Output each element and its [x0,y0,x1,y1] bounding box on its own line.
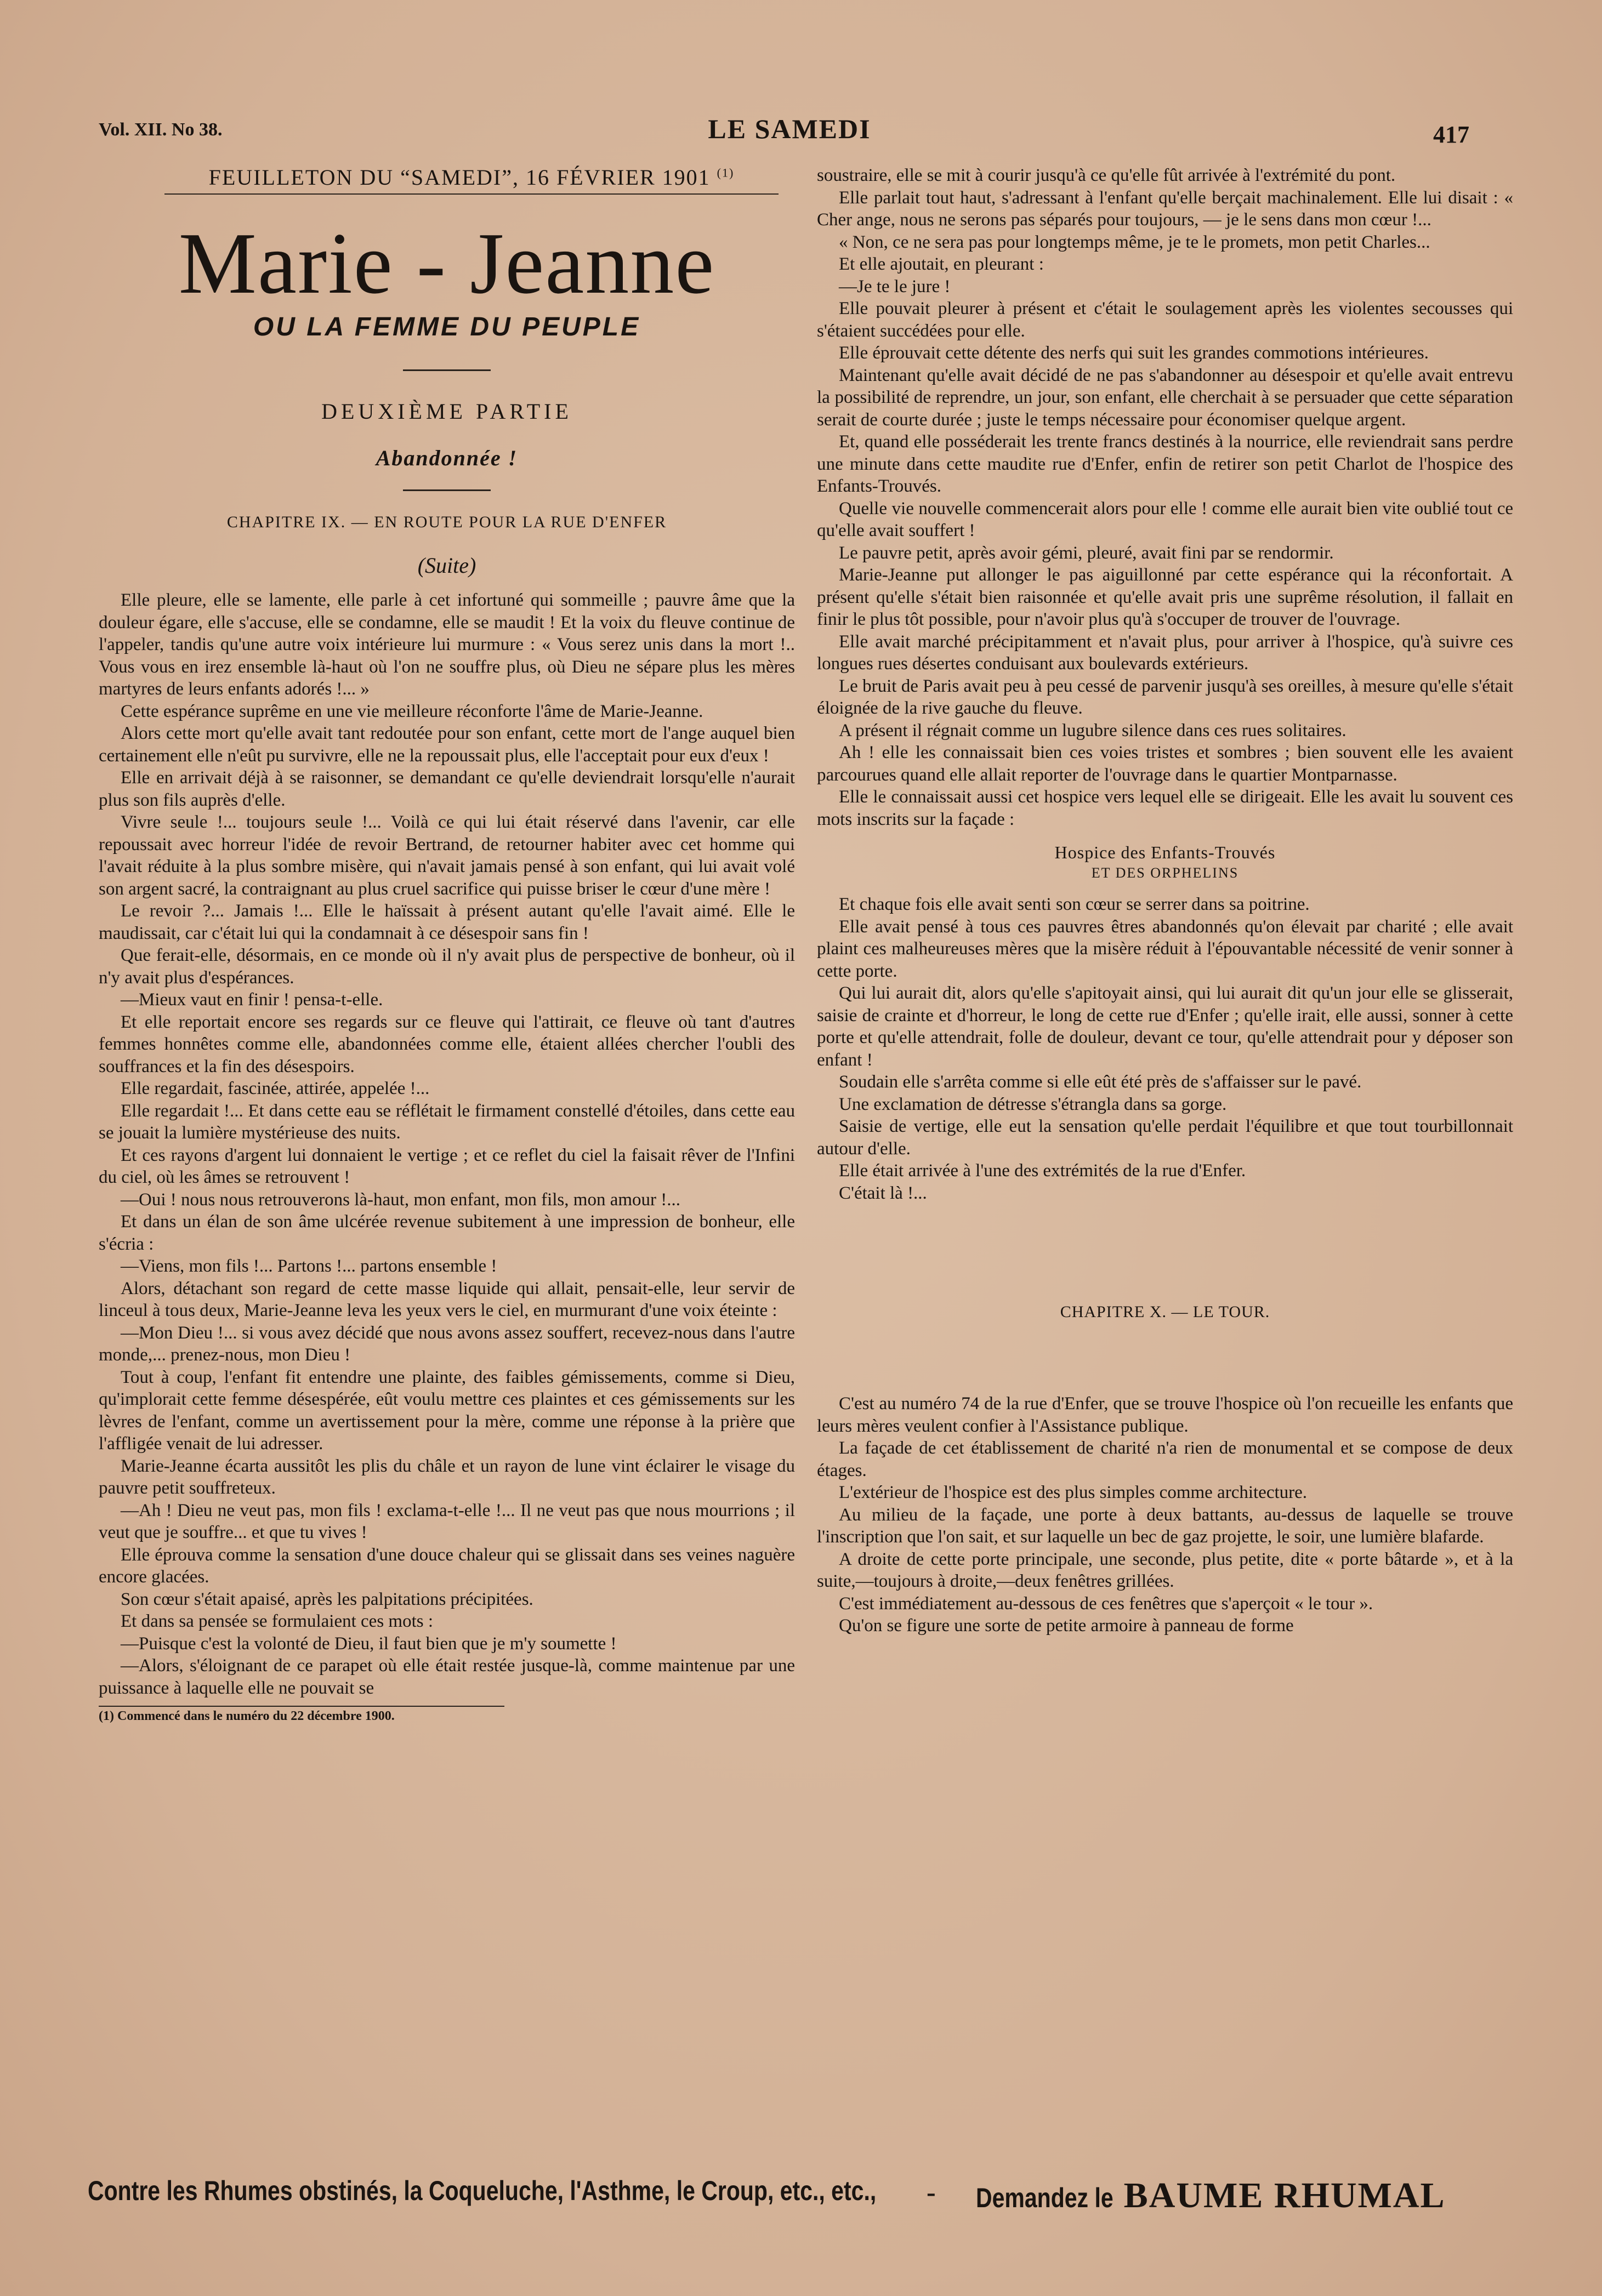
right-body-text-2 [817,893,1513,1204]
paragraph: —Alors, s'éloignant de ce parapet où elle était restée jusque-là, comme maintenue par une puissance à laquelle elle ne pouvait se [99,1656,795,1698]
paragraph: Soudain elle s'arrêta comme si elle eût été près de s'affaisser sur le pavé. [839,1072,1362,1092]
part-heading: DEUXIÈME PARTIE [321,399,572,424]
hospice-sign-line2: ET DES ORPHELINS [1091,865,1239,881]
divider [403,369,491,371]
paragraph: Elle pouvait pleurer à présent et c'était le soulagement après les violentes secousses qui s'étaient succédées pour elle. [817,299,1513,341]
ad-prefix: Demandez le [976,2183,1114,2213]
paragraph: —Puisque c'est la volonté de Dieu, il faut bien que je m'y soumette ! [121,1633,617,1654]
paragraph: La façade de cet établissement de charité n'a rien de monumental et se compose de deux étages. [817,1438,1513,1480]
paragraph: Ah ! elle les connaissait bien ces voies tristes et sombres ; bien souvent elle les avaient parcourues quand elle allait reporter de l'ouvrage dans le quartier Montparnasse. [817,743,1513,785]
paragraph: Elle pleure, elle se lamente, elle parle à cet infortuné qui sommeille ; pauvre âme que la douleur égare, elle s'accuse, elle se condamne, elle se maudit ! Et la voix du fleuve continue de l'appeler, tandis qu'une autre voix intérieure lui murmure : « Vous serez unis dans la mort !.. Vous vous en irez ensemble là-haut où l'on ne souffre plus, où Dieu ne sépare plus les mères martyres de leurs enfants adorés !... » [99,590,795,699]
paragraph: Elle le connaissait aussi cet hospice vers lequel elle se dirigeait. Elle les avait lu souvent ces mots inscrits sur la façade : [817,787,1513,829]
paragraph: C'était là !... [839,1183,927,1203]
paragraph: Maintenant qu'elle avait décidé de ne pas s'abandonner au désespoir et qu'elle avait entrevu la possibilité de reprendre, un jour, son enfant, elle cherchait à se persuader que cette séparation serait de courte durée ; juste le temps nécessaire pour économiser quelque argent. [817,365,1513,430]
ad-product: BAUME RHUMAL [1123,2175,1446,2215]
paragraph: Marie-Jeanne put allonger le pas aiguillonné par cette espérance qui la réconfortait. A présent qu'elle s'était bien raisonnée et qu'elle avait pris une suprême résolution, il fallait en finir le plus tôt possible, pour n'avoir plus qu'à s'occuper de trouver de l'ouvrage. [817,565,1513,629]
paragraph: Et ces rayons d'argent lui donnaient le vertige ; et ce reflet du ciel la faisait rêver de l'Infini du ciel, où les âmes se retrouvent ! [99,1145,795,1187]
paragraph: C'est au numéro 74 de la rue d'Enfer, que se trouve l'hospice où l'on recueille les enfants que leurs mères veulent confier à l'Assistance publique. [817,1394,1513,1436]
left-body-text [99,589,795,1699]
journal-title: LE SAMEDI [708,113,871,144]
paragraph: Au milieu de la façade, une porte à deux battants, au-dessus de laquelle se trouve l'inscription que l'on sait, et sur laquelle un bec de gaz projette, le soir, une lumière blafarde. [817,1505,1513,1547]
chapter-heading: CHAPITRE IX. — EN ROUTE POUR LA RUE D'ENFER [226,513,667,531]
paragraph: A présent il régnait comme un lugubre silence dans ces rues solitaires. [839,720,1347,740]
footnote-mark: (1) [717,166,735,180]
paragraph: Qu'on se figure une sorte de petite armoire à panneau de forme [839,1616,1294,1636]
paragraph: Que ferait-elle, désormais, en ce monde où il n'y avait plus de perspective de bonheur, où il n'y avait plus d'espérances. [99,945,795,988]
novel-subtitle: OU LA FEMME DU PEUPLE [253,312,641,341]
paragraph: Le pauvre petit, après avoir gémi, pleuré, avait fini par se rendormir. [839,543,1334,563]
paragraph: —Mieux vaut en finir ! pensa-t-elle. [121,990,383,1010]
paragraph: C'est immédiatement au-dessous de ces fenêtres que s'aperçoit « le tour ». [839,1593,1373,1614]
paragraph: Qui lui aurait dit, alors qu'elle s'apitoyait ainsi, qui lui aurait dit qu'un jour elle se glisserait, saisie de crainte et d'horreur, le long de cette rue d'Enfer ; qu'elle irait, elle aussi, sonner à cette porte et qu'elle attendrait, folle de douleur, devant ce tour, qu'elle attendrait pour y déposer son enfant ! [817,983,1513,1070]
paragraph: Alors, détachant son regard de cette masse liquide qui allait, pensait-elle, leur servir de linceul à tous deux, Marie-Jeanne leva les yeux vers le ciel, en murmurant d'une voix éteinte : [99,1278,795,1320]
paragraph: Elle regardait, fascinée, attirée, appelée !... [121,1079,430,1098]
suite-label: (Suite) [417,553,476,578]
right-body-text-3 [817,1393,1513,1637]
paragraph: Cette espérance suprême en une vie meilleure réconforte l'âme de Marie-Jeanne. [121,701,703,721]
volume-number: Vol. XII. No 38. [99,119,223,140]
paragraph: —Oui ! nous nous retrouverons là-haut, mon enfant, mon fils, mon amour !... [121,1189,680,1210]
page-header [99,110,1480,153]
paragraph: Saisie de vertige, elle eut la sensation qu'elle perdait l'équilibre et que tout tourbillonnait autour d'elle. [817,1116,1513,1159]
paragraph: Elle était arrivée à l'une des extrémités de la rue d'Enfer. [839,1161,1246,1181]
divider [403,489,491,491]
paragraph: Le bruit de Paris avait peu à peu cessé de parvenir jusqu'à ses oreilles, à mesure qu'elle s'était éloignée de la rive gauche du fleuve. [817,676,1513,718]
paragraph: Et chaque fois elle avait senti son cœur se serrer dans sa poitrine. [839,895,1310,914]
paragraph: Elle regardait !... Et dans cette eau se réflétait le firmament constellé d'étoiles, dans cette eau se jouait la lumière mystérieuse des nuits. [99,1101,795,1143]
paragraph: Et elle ajoutait, en pleurant : [839,254,1044,274]
paragraph: Et dans un élan de son âme ulcérée revenue subitement à une impression de bonheur, elle s'écria : [99,1212,795,1254]
left-column [99,164,795,1724]
paragraph: Tout à coup, l'enfant fit entendre une plainte, des faibles gémissements, comme si Dieu, qu'implorait cette femme désespérée, eût voulu mettre ces plaintes et ces gémissements sur les lèvres de l'enfant, comme un avertissement pour la mère, comme une réponse à la prière que l'affligée venait de lui adresser. [99,1367,795,1454]
footnote: (1) Commencé dans le numéro du 22 décembre 1900. [99,1706,504,1724]
paragraph: Elle parlait tout haut, s'adressant à l'enfant qu'elle berçait machinalement. Elle lui disait : « Cher ange, nous ne serons pas séparés pour toujours, — je le sens dans mon cœur !... [817,187,1513,230]
paragraph: Et, quand elle posséderait les trente francs destinés à la nourrice, elle reviendrait sans perdre une minute dans cette maudite rue d'Enfer, enfin de retirer son petit Charlot de l'hospice des Enfants-Trouvés. [817,432,1513,496]
paragraph: —Je te le jure ! [839,276,951,297]
paragraph: A droite de cette porte principale, une seconde, plus petite, dite « porte bâtarde », et à la suite,—toujours à droite,—deux fenêtres grillées. [817,1549,1513,1591]
feuilleton-line [164,164,779,195]
paragraph: —Ah ! Dieu ne veut pas, mon fils ! exclama-t-elle !... Il ne veut pas que nous mourrions ; il veut que je souffre... et que tu vives ! [99,1500,795,1542]
paragraph: Elle éprouvait cette détente des nerfs qui suit les grandes commotions intérieures. [839,343,1429,363]
right-column [817,164,1513,1637]
paragraph: Elle en arrivait déjà à se raisonner, se demandant ce qu'elle deviendrait lorsqu'elle n'aurait plus son fils auprès d'elle. [99,768,795,810]
hospice-sign-line1: Hospice des Enfants-Trouvés [1054,842,1276,862]
paragraph: Quelle vie nouvelle commencerait alors pour elle ! comme elle aurait bien vite oublié tout ce qu'elle avait souffert ! [817,498,1513,540]
ad-separator: - [927,2177,936,2207]
page-number: 417 [1433,121,1469,148]
paragraph: Le revoir ?... Jamais !... Elle le haïssait à présent autant qu'elle l'avait aimé. Elle le maudissait, car c'était lui qui la condamnait à ce désespoir sans fin ! [99,901,795,943]
paragraph: Et dans sa pensée se formulaient ces mots : [121,1611,434,1631]
paragraph: Vivre seule !... toujours seule !... Voilà ce qui lui était réservé dans l'avenir, car elle repoussait avec horreur l'idée de revoir Bertrand, de retourner habiter avec cet homme qui l'avait réduite à la plus sombre misère, qui n'avait jamais pensé à son enfant, qui lui avait volé son argent sacré, la contraignant au plus cruel sacrifice qui puisse briser le cœur d'une mère ! [99,812,795,899]
paragraph: Alors cette mort qu'elle avait tant redoutée pour son enfant, cette mort de l'ange auquel bien certainement elle n'eût pu survivre, elle ne la repoussait plus, elle l'acceptait pour eux d'eux ! [99,723,795,766]
feuilleton-text: FEUILLETON DU “SAMEDI”, 16 FÉVRIER 1901 [208,165,711,190]
novel-title: Marie - Jeanne [178,214,715,312]
paragraph: Son cœur s'était apaisé, après les palpitations précipitées. [121,1589,533,1609]
paragraph: —Viens, mon fils !... Partons !... partons ensemble ! [121,1256,497,1276]
paragraph: Marie-Jeanne écarta aussitôt les plis du châle et un rayon de lune vint éclairer le visage du pauvre petit souffreteux. [99,1456,795,1498]
paragraph: Elle avait marché précipitamment et n'avait plus, pour arriver à l'hospice, qu'à suivre ces longues rues désertes conduisant aux boulevards extérieurs. [817,631,1513,674]
paragraph: Et elle reportait encore ses regards sur ce fleuve qui l'attirait, ce fleuve où tant d'autres femmes honnêtes comme elle, abandonnées comme elle, étaient allées chercher l'oubli des souffrances et la fin des désespoirs. [99,1012,795,1076]
advertisement-banner [88,2170,1513,2220]
right-body-text-1 [817,164,1513,830]
part-title: Abandonnée ! [376,446,518,470]
paragraph: Une exclamation de détresse s'étrangla dans sa gorge. [839,1094,1227,1114]
paragraph: —Mon Dieu !... si vous avez décidé que nous avons assez souffert, recevez-nous dans l'autre monde,... prenez-nous, mon Dieu ! [99,1323,795,1365]
ad-text-right [976,2175,1445,2217]
chapter-x-heading: CHAPITRE X. — LE TOUR. [1060,1303,1270,1321]
paragraph: Elle avait pensé à tous ces pauvres êtres abandonnés qu'on élevait par charité ; elle avait plaint ces malheureuses mères que la misère réduit à l'épouvantable nécessité de venir sonner à cette porte. [817,916,1513,981]
ad-text-left: Contre les Rhumes obstinés, la Coqueluche, l'Asthme, le Croup, etc., etc., [88,2175,877,2206]
paragraph: « Non, ce ne sera pas pour longtemps même, je te le promets, mon petit Charles... [839,232,1430,252]
paragraph: soustraire, elle se mit à courir jusqu'à ce qu'elle fût arrivée à l'extrémité du pont. [817,166,1396,185]
paragraph: Elle éprouva comme la sensation d'une douce chaleur qui se glissait dans ses veines naguère encore glacées. [99,1545,795,1587]
paragraph: L'extérieur de l'hospice est des plus simples comme architecture. [839,1483,1308,1502]
